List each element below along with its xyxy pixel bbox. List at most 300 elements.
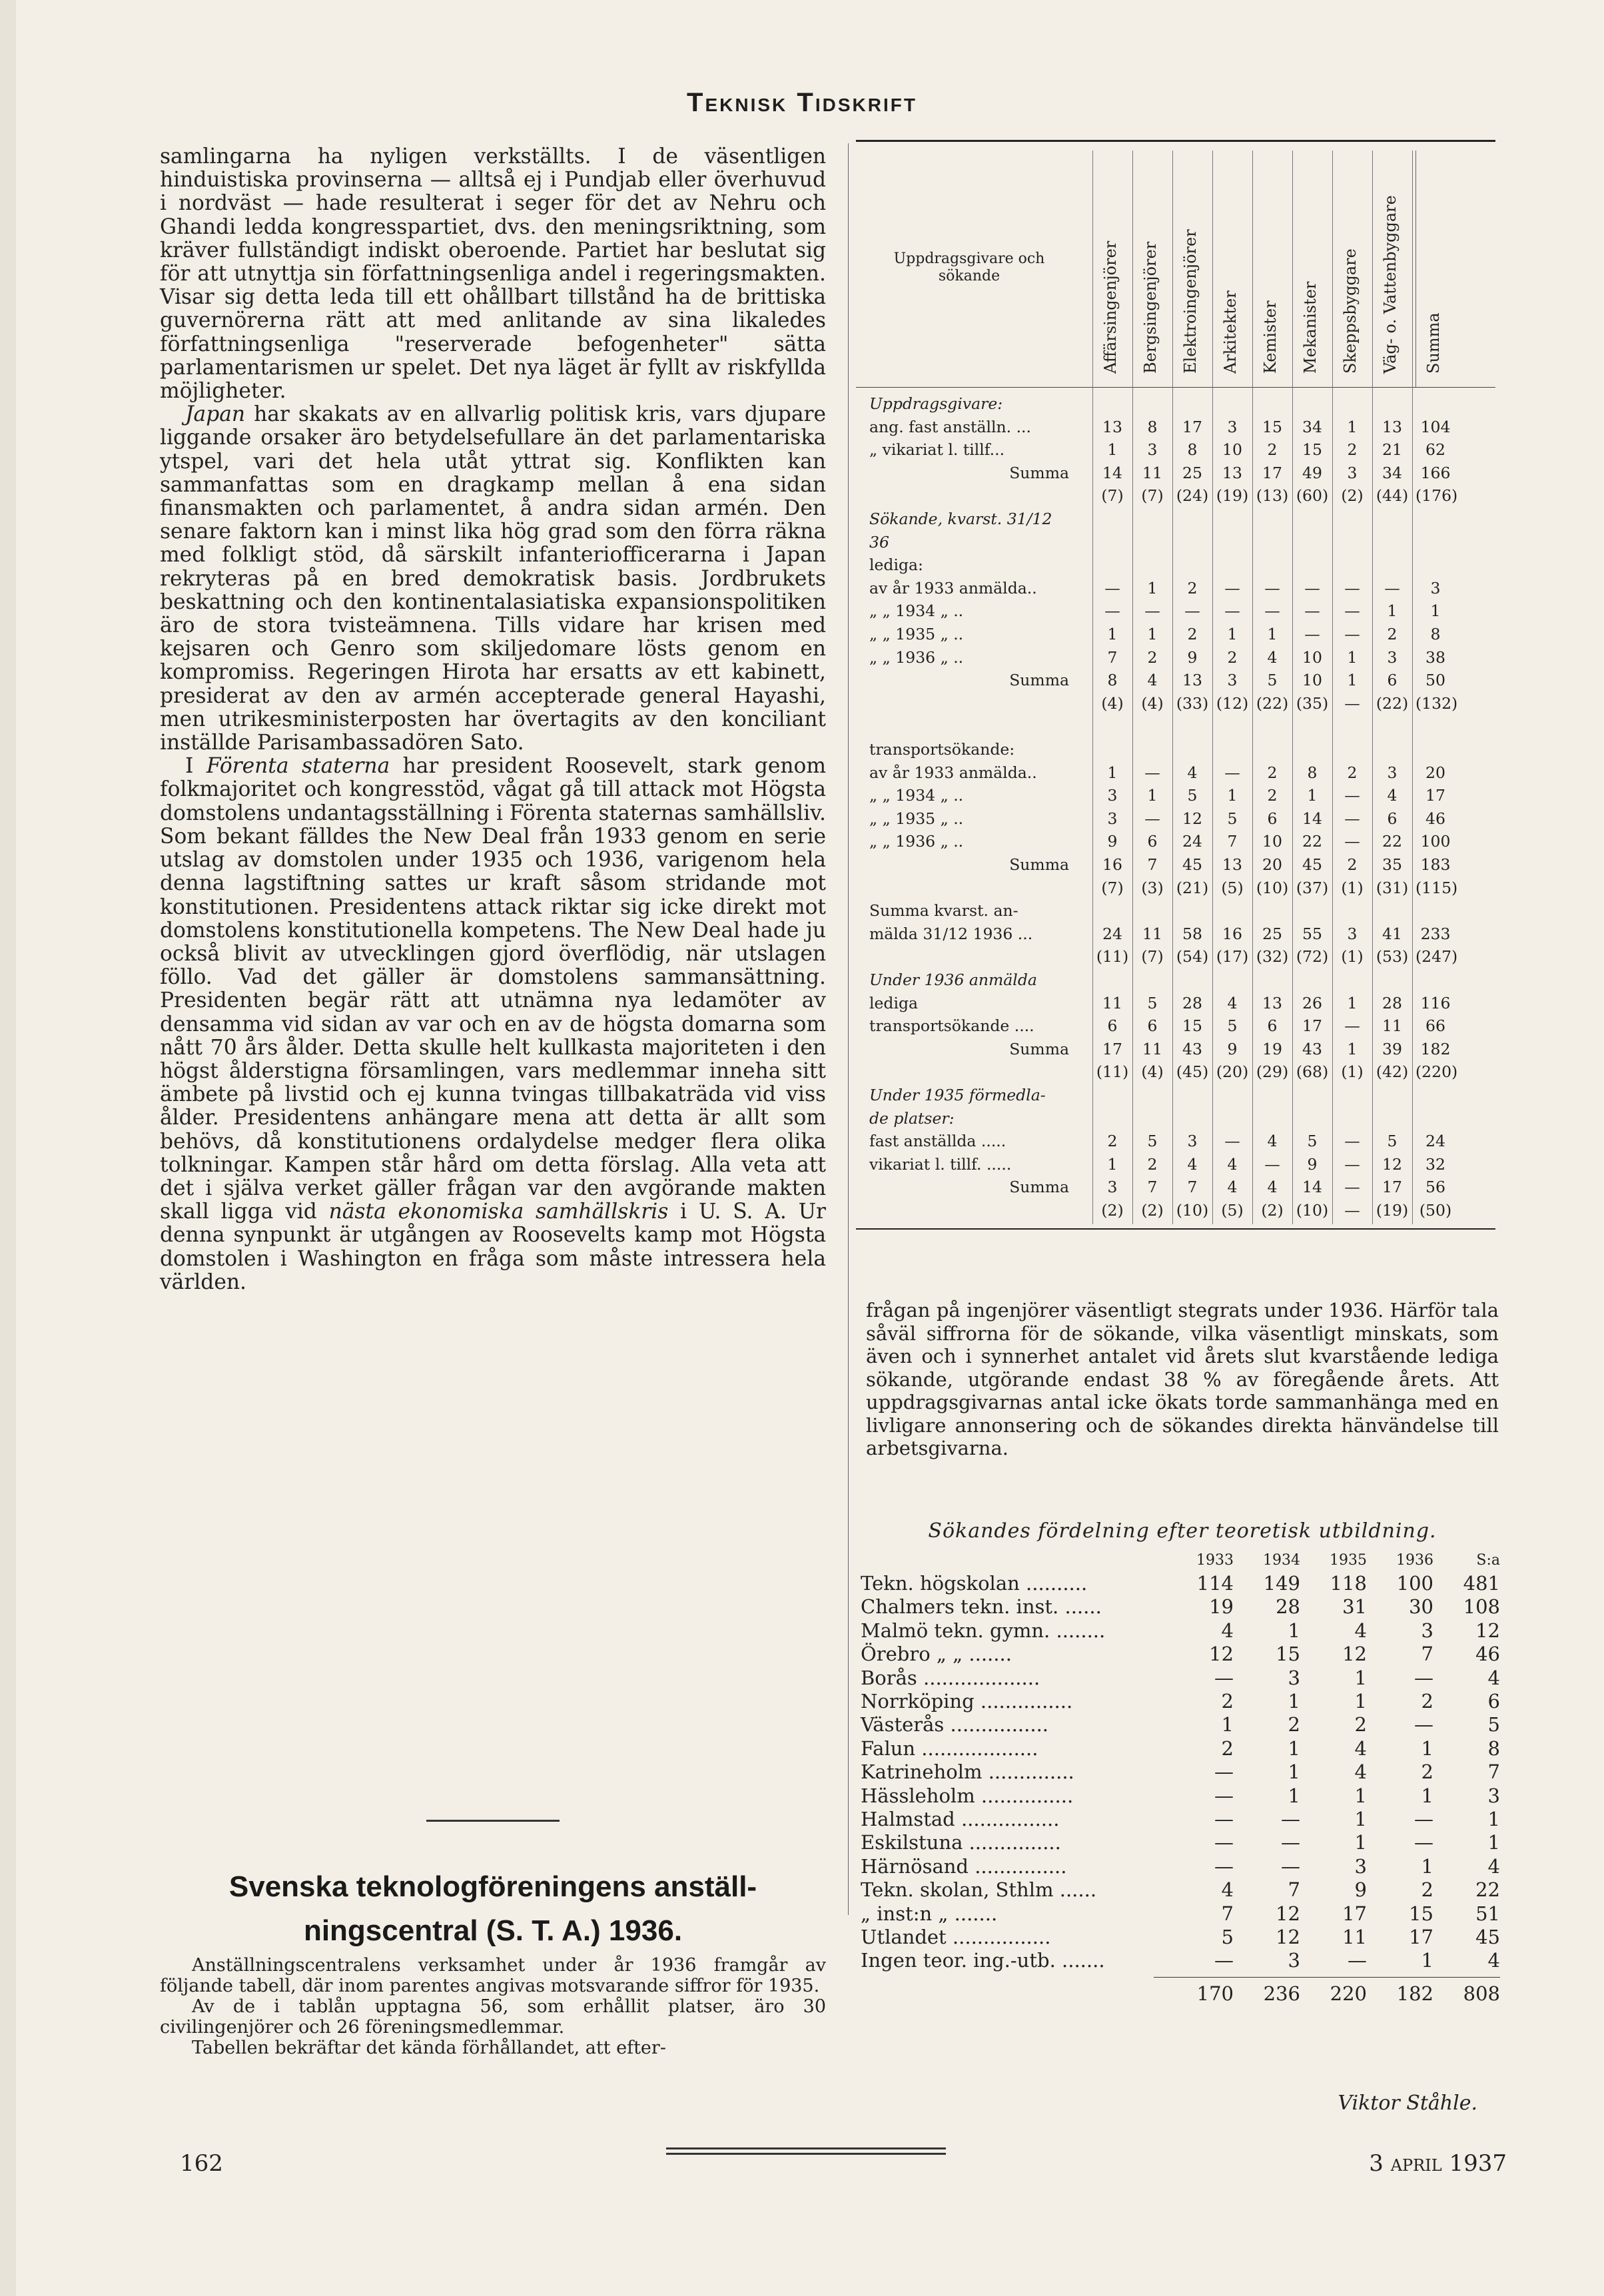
- japan-paragraph: [160, 403, 826, 755]
- table-cell: 41: [1382, 924, 1402, 943]
- distribution-row: [861, 1926, 1500, 1948]
- table-row: [856, 1155, 1495, 1176]
- row-label: de platser:: [869, 1108, 955, 1128]
- distribution-value: 3: [1288, 1666, 1300, 1689]
- table-cell: (115): [1415, 878, 1458, 897]
- distribution-value: 9: [1354, 1878, 1367, 1902]
- table-cell: —: [1264, 1154, 1280, 1174]
- table-cell: 17: [1382, 1178, 1402, 1197]
- table-cell: 1: [1107, 440, 1118, 460]
- table-cell: 34: [1382, 463, 1402, 482]
- table-cell: 9: [1187, 647, 1198, 667]
- distribution-value: —: [1214, 1760, 1234, 1784]
- table-cell: 6: [1147, 1016, 1158, 1036]
- table-cell: —: [1344, 1154, 1360, 1174]
- section-heading-line2: ningscentral (S. T. A.) 1936.: [303, 1914, 683, 1947]
- usa-paragraph: [160, 755, 826, 1294]
- column-header: [1092, 151, 1133, 387]
- table-cell: —: [1344, 832, 1360, 851]
- table-cell: 2: [1387, 625, 1398, 643]
- table-cell: 22: [1302, 832, 1322, 851]
- table-cell: 2: [1147, 1154, 1158, 1174]
- table-cell: —: [1384, 578, 1400, 597]
- table-cell: 7: [1147, 855, 1158, 874]
- school-label: Malmö tekn. gymn. ........: [861, 1619, 1106, 1642]
- table-cell: (11): [1096, 947, 1129, 966]
- table-cell: (5): [1221, 1201, 1244, 1220]
- table-cell: 15: [1302, 440, 1322, 460]
- school-label: Halmstad ................: [861, 1808, 1060, 1830]
- distribution-value: 7: [1487, 1760, 1500, 1784]
- school-label: Eskilstuna ...............: [861, 1831, 1061, 1854]
- table-cell: 17: [1102, 1039, 1122, 1058]
- table-cell: 100: [1420, 832, 1451, 851]
- table-cell: 10: [1302, 671, 1322, 690]
- table-row: [856, 671, 1495, 692]
- table-cell: 1: [1227, 625, 1238, 643]
- table-cell: 104: [1420, 417, 1451, 436]
- right-body: [866, 1299, 1499, 1460]
- table-cell: 6: [1147, 832, 1158, 851]
- table-cell: (17): [1216, 947, 1249, 966]
- table-cell: 182: [1420, 1039, 1451, 1058]
- table-cell: 2: [1347, 440, 1358, 460]
- table-header: [856, 151, 1495, 388]
- table-cell: 7: [1227, 832, 1238, 851]
- school-label: Chalmers tekn. inst. ......: [861, 1595, 1102, 1619]
- distribution-value: 3: [1487, 1784, 1500, 1807]
- table-cell: (53): [1376, 947, 1409, 966]
- table-cell: 2: [1267, 786, 1278, 805]
- table-cell: 1: [1347, 417, 1358, 436]
- distribution-value: 114: [1196, 1572, 1234, 1595]
- section-paragraph: Tabellen bekräftar det kända förhållandet, att efter-: [192, 2038, 666, 2058]
- table-cell: 5: [1307, 1132, 1318, 1151]
- table-cell: 49: [1302, 463, 1322, 482]
- table-cell: (4): [1141, 1062, 1164, 1082]
- usa-tail: i U. S. A. Ur denna synpunkt är utgången av Roosevelts kamp mot Högsta domstolen i Washington en fråga som måste intressera hela världen.: [160, 1200, 826, 1294]
- school-label: Borås ...................: [861, 1666, 1040, 1689]
- table-row: [856, 648, 1495, 669]
- table-cell: —: [1344, 1201, 1360, 1220]
- row-label: „ „ 1935 „ ..: [869, 625, 964, 643]
- total-rule: [1154, 1977, 1500, 1978]
- table-cell: (1): [1341, 1062, 1364, 1082]
- section-paragraph: Anställningscentralens verksamhet under år 1936 framgår av följande tabell, där inom parentes angivas motsvarande siffror för 1935.: [160, 1955, 826, 1996]
- table-cell: 1: [1107, 763, 1118, 782]
- distribution-value: 7: [1421, 1643, 1433, 1666]
- distribution-row: [861, 1713, 1500, 1736]
- distribution-value: —: [1281, 1831, 1300, 1854]
- distribution-value: 108: [1463, 1595, 1500, 1619]
- table-cell: (22): [1256, 693, 1289, 713]
- distribution-value: 149: [1263, 1572, 1300, 1595]
- footer-rule: [666, 2153, 946, 2155]
- distribution-row: [861, 1667, 1500, 1689]
- table-cell: (22): [1376, 693, 1409, 713]
- table-cell: —: [1224, 1132, 1240, 1151]
- table-row: [856, 440, 1495, 462]
- distribution-row: [861, 1619, 1500, 1642]
- table-cell: 20: [1425, 763, 1445, 782]
- year-header: S:a: [1476, 1552, 1500, 1569]
- distribution-value: —: [1414, 1808, 1433, 1830]
- distribution-value: 100: [1396, 1572, 1433, 1595]
- table-row: [856, 394, 1495, 416]
- row-label: Summa: [1009, 1178, 1069, 1197]
- table-cell: 58: [1182, 924, 1202, 943]
- table-cell: (31): [1376, 878, 1409, 897]
- distribution-value: 17: [1409, 1926, 1433, 1948]
- distribution-value: 12: [1342, 1643, 1367, 1666]
- table-cell: (2): [1101, 1201, 1124, 1220]
- table-cell: 1: [1347, 671, 1358, 690]
- signature: Viktor Ståhle.: [1338, 2092, 1477, 2115]
- table-cell: 8: [1187, 440, 1198, 460]
- table-cell: (5): [1221, 878, 1244, 897]
- row-label: „ „ 1936 „ ..: [869, 832, 964, 851]
- table-cell: 1: [1347, 993, 1358, 1012]
- distribution-value: 11: [1342, 1926, 1367, 1948]
- distribution-value: 2: [1354, 1713, 1367, 1736]
- table-cell: —: [1144, 763, 1160, 782]
- table-cell: 50: [1425, 671, 1445, 690]
- table-cell: (72): [1296, 947, 1329, 966]
- table-row: [856, 740, 1495, 761]
- table-cell: (20): [1216, 1062, 1249, 1082]
- table-row: [856, 1178, 1495, 1199]
- table-gridline: [1092, 151, 1093, 1224]
- table-cell: 16: [1102, 855, 1122, 874]
- table-cell: 12: [1182, 809, 1202, 828]
- table-gridline: [1372, 151, 1373, 1224]
- table-row: [856, 832, 1495, 853]
- table-cell: 6: [1107, 1016, 1118, 1036]
- table-cell: (45): [1176, 1062, 1209, 1082]
- table-cell: —: [1224, 763, 1240, 782]
- table-cell: 46: [1425, 809, 1445, 828]
- row-label: Under 1936 anmälda: [869, 970, 1037, 989]
- column-header-label: Affärsingenjörer: [1101, 240, 1120, 374]
- table-cell: 13: [1222, 855, 1242, 874]
- table-cell: 183: [1420, 855, 1451, 874]
- table-cell: —: [1144, 809, 1160, 828]
- distribution-value: 1: [1421, 1854, 1433, 1878]
- table-cell: (10): [1296, 1201, 1329, 1220]
- distribution-value: 1: [1354, 1831, 1367, 1854]
- table-cell: 9: [1307, 1154, 1318, 1174]
- table-cell: 11: [1142, 924, 1162, 943]
- table-cell: (44): [1376, 486, 1409, 506]
- table-row: [856, 970, 1495, 992]
- distribution-value: 4: [1221, 1619, 1234, 1642]
- table-cell: 2: [1107, 1132, 1118, 1151]
- column-header-label: Arkitekter: [1221, 290, 1240, 374]
- table-cell: 10: [1302, 647, 1322, 667]
- distribution-value: 2: [1221, 1736, 1234, 1760]
- table-cell: 24: [1182, 832, 1202, 851]
- distribution-value: 1: [1354, 1690, 1367, 1713]
- table-cell: 35: [1382, 855, 1402, 874]
- distribution-row: [861, 1808, 1500, 1830]
- distribution-value: 22: [1475, 1878, 1500, 1902]
- school-label: Katrineholm ..............: [861, 1760, 1074, 1784]
- table-row: [856, 925, 1495, 946]
- distribution-value: —: [1214, 1808, 1234, 1830]
- usa-lead: Förenta staterna: [206, 754, 390, 779]
- table-gridline: [1172, 151, 1173, 1224]
- table-cell: (60): [1296, 486, 1329, 506]
- table-cell: 1: [1147, 786, 1158, 805]
- table-cell: —: [1344, 625, 1360, 643]
- table-row: [856, 879, 1495, 900]
- table-cell: 19: [1262, 1039, 1282, 1058]
- distribution-row: [861, 1784, 1500, 1807]
- school-label: Ingen teor. ing.-utb. .......: [861, 1949, 1105, 1972]
- india-paragraph: samlingarna ha nyligen verkställts. I de väsentligen hinduistiska provinserna — alltså ej i Pundjab eller överhuvud i nordväst — hade resulterat i seger för det av Nehru och Ghandi ledda kongresspartiet, dvs. den meningsriktning, som kräver fullständigt indiskt oberoende. Partiet har beslutat sig för att utnyttja sin författningsenliga andel i regeringsmakten. Visar sig detta leda till ett ohållbart tillstånd ha de brittiska guvernörerna rätt att med anlitande av sina likaledes författningsenliga "reserverade befogenheter" sätta parlamentarismen ur spelet. Det nya läget är fyllt av riskfyllda möjligheter.: [160, 145, 826, 404]
- distribution-value: 2: [1421, 1760, 1433, 1784]
- table-cell: —: [1264, 601, 1280, 621]
- table-cell: 21: [1382, 440, 1402, 460]
- school-label: „ inst:n „ .......: [861, 1902, 998, 1925]
- table-cell: (247): [1415, 947, 1458, 966]
- table-cell: —: [1304, 625, 1320, 643]
- table-cell: 8: [1307, 763, 1318, 782]
- section-body: [160, 1955, 826, 2058]
- table-cell: 2: [1187, 578, 1198, 597]
- usa-emphasis: nästa ekonomiska samhällskris: [328, 1200, 669, 1224]
- table-gridline: [1292, 151, 1293, 1224]
- table-cell: 11: [1142, 1039, 1162, 1058]
- table-cell: (35): [1296, 693, 1329, 713]
- table-cell: 56: [1425, 1178, 1445, 1197]
- table-cell: 1: [1147, 625, 1158, 643]
- section-heading-line1: Svenska teknologföreningens anställ-: [228, 1870, 757, 1903]
- table-cell: 3: [1107, 786, 1118, 805]
- row-label: fast anställda .....: [869, 1132, 1006, 1151]
- row-label: Summa kvarst. an-: [869, 901, 1018, 921]
- row-label: „ „ 1935 „ ..: [869, 809, 964, 828]
- row-label: av år 1933 anmälda..: [869, 763, 1037, 782]
- distribution-total: 220: [1330, 1982, 1367, 2005]
- table-cell: 5: [1227, 809, 1238, 828]
- table-cell: 14: [1302, 1178, 1322, 1197]
- distribution-row: [861, 1831, 1500, 1854]
- school-label: Örebro „ „ .......: [861, 1643, 1012, 1666]
- distribution-row: [861, 1737, 1500, 1760]
- distribution-value: 2: [1421, 1878, 1433, 1902]
- distribution-value: 1: [1487, 1831, 1500, 1854]
- distribution-value: 4: [1487, 1949, 1500, 1972]
- table-cell: 17: [1425, 786, 1445, 805]
- distribution-value: 5: [1221, 1926, 1234, 1948]
- table-cell: —: [1344, 786, 1360, 805]
- table-cell: 11: [1102, 993, 1122, 1012]
- table-row: [856, 510, 1495, 531]
- row-label: Summa: [1009, 1039, 1069, 1058]
- table-cell: 9: [1107, 832, 1118, 851]
- table-row: [856, 579, 1495, 600]
- table-row: [856, 1062, 1495, 1084]
- distribution-value: 1: [1354, 1784, 1367, 1807]
- row-label: „ „ 1934 „ ..: [869, 786, 964, 805]
- distribution-value: 1: [1354, 1808, 1367, 1830]
- footer-rule: [666, 2147, 946, 2149]
- table-cell: (12): [1216, 693, 1249, 713]
- table-row: [856, 533, 1495, 554]
- table-cell: 55: [1302, 924, 1322, 943]
- table-cell: 4: [1187, 763, 1198, 782]
- table-cell: 22: [1382, 832, 1402, 851]
- column-header-label: Elektroingenjörer: [1181, 229, 1200, 374]
- table-cell: 5: [1387, 1132, 1398, 1151]
- table-cell: —: [1104, 601, 1120, 621]
- school-label: Västerås ................: [861, 1713, 1049, 1736]
- table-cell: —: [1144, 601, 1160, 621]
- issue-date: 3 april 1937: [1369, 2150, 1507, 2177]
- row-label: Under 1935 förmedla-: [869, 1086, 1046, 1104]
- table-cell: 166: [1420, 463, 1451, 482]
- table-cell: 11: [1142, 463, 1162, 482]
- table-cell: 1: [1347, 1039, 1358, 1058]
- table-cell: 4: [1267, 647, 1278, 667]
- distribution-row: [861, 1949, 1500, 1972]
- school-label: Härnösand ...............: [861, 1854, 1067, 1878]
- table-cell: 1: [1107, 625, 1118, 643]
- distribution-title: Sökandes fördelning efter teoretisk utbildning.: [928, 1519, 1437, 1543]
- table-cell: (37): [1296, 878, 1329, 897]
- table-cell: 3: [1107, 809, 1118, 828]
- distribution-value: 1: [1221, 1713, 1234, 1736]
- table-cell: 7: [1147, 1178, 1158, 1197]
- distribution-value: 28: [1276, 1595, 1300, 1619]
- distribution-row: [861, 1572, 1500, 1595]
- table-gridline: [1412, 151, 1413, 1224]
- table-cell: (29): [1256, 1062, 1289, 1082]
- table-cell: 233: [1420, 924, 1451, 943]
- table-cell: —: [1184, 601, 1200, 621]
- distribution-value: 3: [1354, 1854, 1367, 1878]
- table-cell: 3: [1347, 463, 1358, 482]
- table-cell: 13: [1382, 417, 1402, 436]
- table-cell: 5: [1147, 1132, 1158, 1151]
- table-cell: (1): [1341, 878, 1364, 897]
- japan-lead: Japan: [185, 402, 246, 427]
- table-cell: 25: [1262, 924, 1282, 943]
- table-cell: —: [1344, 601, 1360, 621]
- table-row: [856, 601, 1495, 623]
- distribution-value: 118: [1330, 1572, 1367, 1595]
- table-row: [856, 717, 1495, 738]
- distribution-value: 46: [1475, 1643, 1500, 1666]
- distribution-value: —: [1214, 1854, 1234, 1878]
- table-cell: (132): [1415, 693, 1458, 713]
- table-cell: 14: [1102, 463, 1122, 482]
- row-label: Summa: [1009, 671, 1069, 690]
- table-cell: (3): [1141, 878, 1164, 897]
- table-row: [856, 1016, 1495, 1038]
- table-cell: 6: [1387, 671, 1398, 690]
- distribution-value: 30: [1409, 1595, 1433, 1619]
- distribution-row: [861, 1595, 1500, 1618]
- table-cell: 10: [1262, 832, 1282, 851]
- table-bottom-rule: [856, 1228, 1495, 1230]
- table-cell: 6: [1267, 1016, 1278, 1036]
- distribution-value: 1: [1487, 1808, 1500, 1830]
- distribution-value: 4: [1487, 1666, 1500, 1689]
- table-cell: 6: [1267, 809, 1278, 828]
- table-cell: (7): [1101, 486, 1124, 506]
- distribution-value: 1: [1421, 1949, 1433, 1972]
- table-cell: 17: [1262, 463, 1282, 482]
- distribution-value: 4: [1487, 1854, 1500, 1878]
- distribution-value: 4: [1354, 1619, 1367, 1642]
- table-row: [856, 763, 1495, 785]
- column-header-label: Bergsingenjörer: [1141, 241, 1160, 374]
- table-cell: 24: [1102, 924, 1122, 943]
- table-cell: 4: [1227, 993, 1238, 1012]
- table-cell: 13: [1182, 671, 1202, 690]
- table-cell: 4: [1267, 1178, 1278, 1197]
- school-label: Falun ...................: [861, 1736, 1038, 1760]
- table-cell: 7: [1107, 647, 1118, 667]
- distribution-value: 481: [1463, 1572, 1500, 1595]
- distribution-value: 51: [1475, 1902, 1500, 1925]
- table-cell: (54): [1176, 947, 1209, 966]
- distribution-total: 182: [1396, 1982, 1433, 2005]
- table-cell: 13: [1102, 417, 1122, 436]
- table-cell: (19): [1376, 1201, 1409, 1220]
- distribution-value: —: [1281, 1808, 1300, 1830]
- table-cell: 8: [1107, 671, 1118, 690]
- column-header-label: Kemister: [1261, 300, 1280, 374]
- school-label: Utlandet ................: [861, 1926, 1051, 1948]
- row-label: Summa: [1009, 463, 1069, 482]
- table-cell: 24: [1425, 1132, 1445, 1151]
- row-label: Summa: [1009, 855, 1069, 874]
- table-cell: 43: [1302, 1039, 1322, 1058]
- table-cell: 2: [1267, 763, 1278, 782]
- page-number: 162: [180, 2150, 223, 2177]
- section-heading: [160, 1865, 826, 1953]
- distribution-value: 2: [1421, 1690, 1433, 1713]
- row-label: lediga:: [869, 556, 923, 575]
- distribution-value: 4: [1354, 1736, 1367, 1760]
- table-cell: (10): [1256, 878, 1289, 897]
- table-cell: 20: [1262, 855, 1282, 874]
- distribution-value: 1: [1421, 1736, 1433, 1760]
- column-header: [1212, 151, 1253, 387]
- table-cell: 43: [1182, 1039, 1202, 1058]
- distribution-value: —: [1214, 1949, 1234, 1972]
- table-cell: —: [1344, 1016, 1360, 1036]
- table-cell: —: [1344, 1178, 1360, 1197]
- table-corner-label: Uppdragsgivare och sökande: [893, 250, 1045, 284]
- table-row: [856, 901, 1495, 923]
- table-cell: 15: [1182, 1016, 1202, 1036]
- table-cell: 1: [1147, 578, 1158, 597]
- table-cell: 3: [1107, 1178, 1118, 1197]
- table-row: [856, 786, 1495, 807]
- table-cell: (10): [1176, 1201, 1209, 1220]
- table-cell: 7: [1187, 1178, 1198, 1197]
- table-cell: 2: [1347, 763, 1358, 782]
- table-cell: (2): [1341, 486, 1364, 506]
- column-header-label: Skeppsbyggare: [1341, 248, 1360, 374]
- row-label: „ „ 1936 „ ..: [869, 647, 964, 667]
- row-label: Uppdragsgivare:: [869, 394, 1003, 413]
- column-header-label: Summa: [1424, 312, 1443, 374]
